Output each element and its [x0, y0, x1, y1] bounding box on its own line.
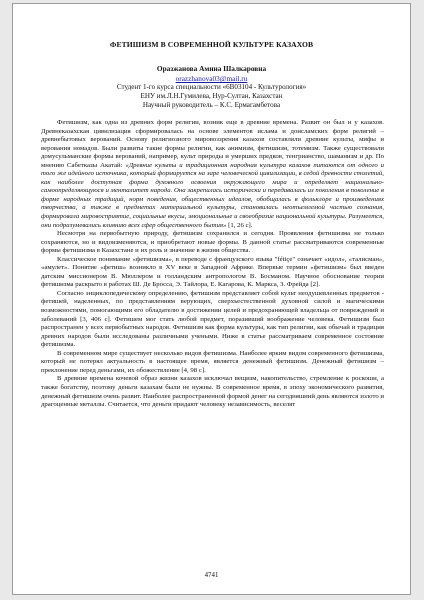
author-email: [13, 74, 410, 83]
author-affiliation-line2: ЕНУ им.Л.Н.Гумилева, Нур-Султан, Казахстан: [140, 92, 283, 100]
body-paragraph: Классическое понимание «фетишизма», в переводе с французского языка "fétiçe" означает «идол», «талисман», «амулет». Понятие «фетиш» возникло в XV веке в Западной Африке. Впервые термин «фетишизм» был введен датским миссионером В. Мюллером и голландским антропологом В. Босманом. Научное обоснование теории фетишизма раскрыто в работах Ш. Де Бросса, Э. Тайлора, Е. Кагарова, К. Маркса, З. Фрейда [2].: [41, 255, 384, 289]
page-number: 4741: [204, 572, 219, 579]
article-body: [41, 119, 384, 410]
article-title: ФЕТИШИЗМ В СОВРЕМЕННОЙ КУЛЬТУРЕ КАЗАХОВ: [109, 40, 314, 49]
quotation: «Древние культы и традиционная народная культура казахов питаются от одного и того же идейного источника, который формируется на заре человеческой цивилизации, в седой древности столетий, как наиболее доступная форма духовного освоения окружающего мира и определяет национально-самоопределяющуюся и менталитет народа. Она закрепилась исторически и передавалась из поколения в поколение в форме народных традиций, норм поведения, общественных идеалов, обобщалась в фольклоре и произведениях творчества, а также в предметах материальной культуры, становилась неотъемлемой частью сознания, формировала мировосприятие, социальные вкусы, эмоциональные и своеобразие национальной культуры. Разумеется, они подразумевались влиянию всех сфер общественного бытия»: [41, 161, 385, 229]
supervisor-line: Научный руководитель – К.С. Ермагамбетова: [142, 101, 281, 109]
document-page: [12, 3, 411, 595]
body-paragraph: В современном мире существует несколько видов фетишизма. Наиболее ярким видом современного фетишизма, который не потерял актуальность в настоящее время, является денежный фетишизм. Денежный фетишизм – преклонение перед деньгами, их обожествление [4, 98 с].: [41, 349, 384, 374]
body-paragraph: [41, 119, 384, 230]
paragraph-text: Фетишизм, как одна из древних форм религии, возник еще в древние времена. Развит он был и у казахов. Древнеказахская цивилизация сформировалась на основе элементов ислама и доисламских форм религий – древнебытовых верований. Основу религиозного мировоззрения казахов составляли древние культы, мифы и верования номадов. Были развиты такие формы религии, как анимизм, фетишизм, тотемизм. Также существовали домусульманские формы верований, например, культ природы и умерших предков, тенгрианство, шаманизм и др. По мнению Сабетказы Акатай:: [41, 119, 384, 169]
author-affiliation-line1: Студент 1-го курса специальности «6В03104 - Культурология»: [116, 83, 307, 91]
body-paragraph: В древние времена кочевой образ жизни казахов исключал вещизм, накопительство, стремление к роскоши, а также богатству, поэтому деньги казахам были не нужны. В современное время, в эпоху экономического развития, денежный фетишизм очень развит. Наиболее распространенной формой денег на сегодняшний день являются золото и драгоценные металлы. Считается, что деньги придают человеку независимость, веселят: [41, 375, 384, 409]
citation: [1, 26 с].: [226, 221, 253, 229]
author-name: Оразжанова Амина Шалкаровна: [156, 64, 267, 73]
body-paragraph: Несмотря на первобытную природу, фетишизм сохранился и сегодня. Проявления фетишизма не только сохраняются, но и видоизменяются, и приобретают новые формы. В данной статье рассматриваются современные формы фетишизма в Казахстане и их роль и значение в жизни общества.: [41, 230, 384, 255]
email-link[interactable]: orazzhanova03@mail.ru: [175, 74, 248, 83]
body-paragraph: Согласно энциклопедическому определению, фетишизм представляет собой культ неодушевленных предметов - фетишей, наделенных, по представлениям верующих, сверхъестественной духовной силой и магическими возможностями, помогающими его обладателю в достижении целей и предохраняющей владельца от повреждений и заболеваний [3, 406 с]. Фетишем мог стать любой предмет, поразивший воображение человека. Фетишизм был распространен у всех первобытных народов. Фетишизм как форма культуры, как тип религии, как обычай и традиция древних народов были исследованы различными учеными. Ниже в статье рассматриваем современное состояние фетишизма.: [41, 289, 384, 349]
